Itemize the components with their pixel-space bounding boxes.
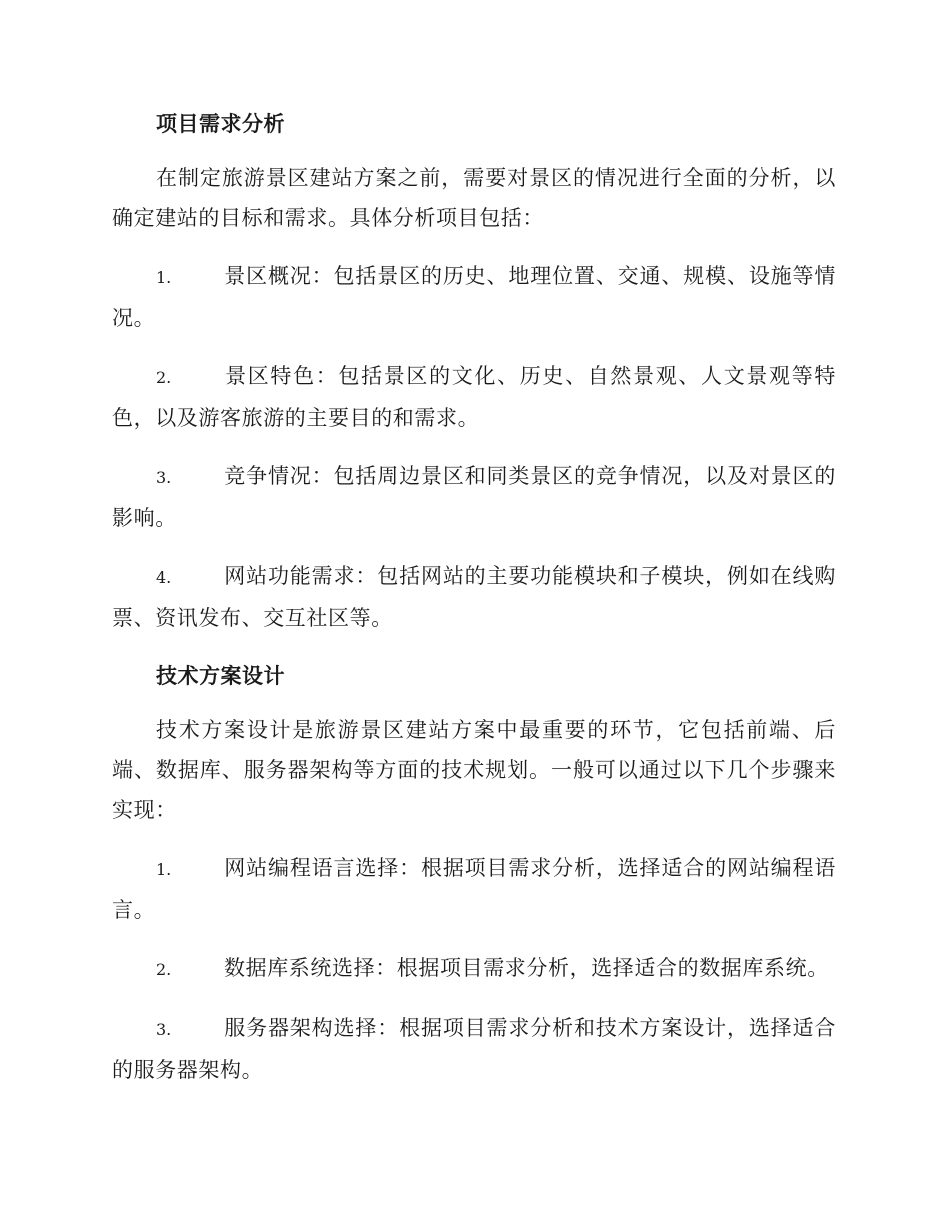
list-item-number: 3. — [156, 468, 172, 487]
document-body — [112, 104, 836, 1108]
list-item-text: 服务器架构选择：根据项目需求分析和技术方案设计，选择适合的服务器架构。 — [112, 1016, 836, 1082]
list-item-text: 景区特色：包括景区的文化、历史、自然景观、人文景观等特色，以及游客旅游的主要目的和需求。 — [112, 364, 836, 430]
list-item — [112, 256, 836, 338]
section-heading: 项目需求分析 — [156, 111, 285, 136]
list-item-text: 网站编程语言选择：根据项目需求分析，选择适合的网站编程语言。 — [112, 856, 836, 922]
list-item-number: 2. — [156, 368, 172, 387]
list-item — [112, 948, 836, 990]
list-item-text: 数据库系统选择：根据项目需求分析，选择适合的数据库系统。 — [224, 956, 829, 980]
section-heading: 技术方案设计 — [156, 663, 285, 688]
list-item-number: 1. — [156, 860, 172, 879]
section-intro-paragraph: 技术方案设计是旅游景区建站方案中最重要的环节，它包括前端、后端、数据库、服务器架构等方面的技术规划。一般可以通过以下几个步骤来实现： — [112, 718, 836, 822]
list-item-number: 1. — [156, 268, 172, 287]
list-item-number: 3. — [156, 1020, 172, 1039]
list-item-text: 网站功能需求：包括网站的主要功能模块和子模块，例如在线购票、资讯发布、交互社区等。 — [112, 564, 836, 630]
list-item — [112, 1008, 836, 1090]
section-requirements-analysis — [112, 104, 836, 638]
list-item — [112, 456, 836, 538]
list-item — [112, 556, 836, 638]
section-intro-paragraph: 在制定旅游景区建站方案之前，需要对景区的情况进行全面的分析，以确定建站的目标和需求。具体分析项目包括： — [112, 166, 836, 230]
list-item — [112, 356, 836, 438]
list-item-number: 4. — [156, 568, 172, 587]
list-item-text: 景区概况：包括景区的历史、地理位置、交通、规模、设施等情况。 — [112, 264, 836, 330]
section-technical-design — [112, 656, 836, 1090]
list-item-number: 2. — [156, 960, 172, 979]
list-item-text: 竞争情况：包括周边景区和同类景区的竞争情况，以及对景区的影响。 — [112, 464, 836, 530]
list-item — [112, 848, 836, 930]
